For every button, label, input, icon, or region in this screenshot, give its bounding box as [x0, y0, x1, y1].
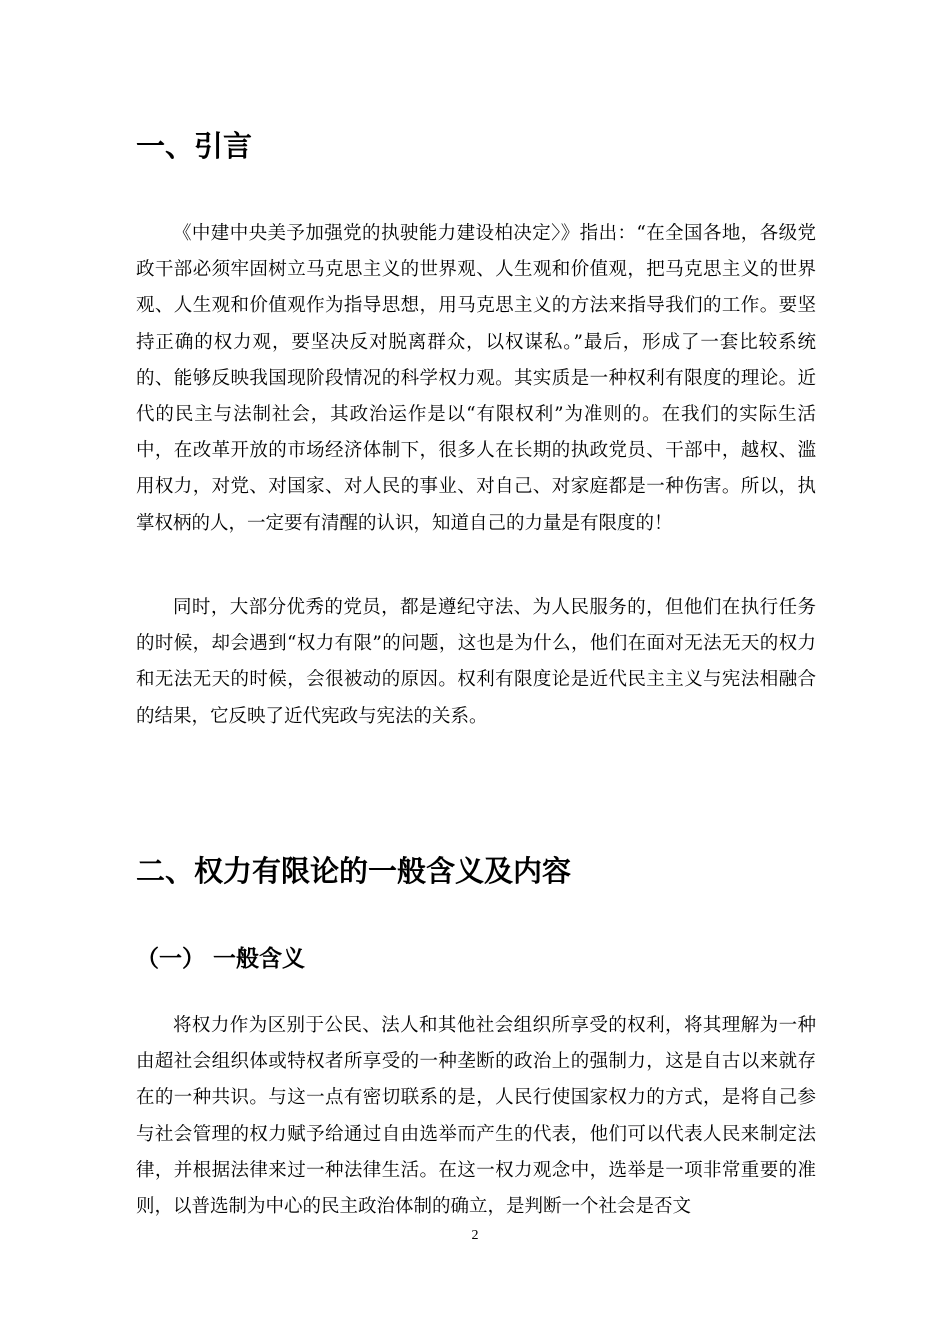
body-paragraph: 将权力作为区别于公民、法人和其他社会组织所享受的权利，将其理解为一种由超社会组织体或特权者所享受的一种垄断的政治上的强制力，这是自古以来就存在的一种共识。与这一点有密切联系的是，人民行使国家权力的方式，是将自己参与社会管理的权力赋予给通过自由选举而产生的代表，他们可以代表人民来制定法律，并根据法律来过一种法律生活。在这一权力观念中，选举是一项非常重要的准则，以普选制为中心的民主政治体制的确立，是判断一个社会是否文	[136, 1015, 816, 1218]
page-number: 2	[471, 1228, 479, 1243]
body-paragraph: 《中建中央美予加强党的执驶能力建设柏决定〉》指出：“在全国各地，各级党政干部必须牢固树立马克思主义的世界观、人生观和价值观，把马克思主义的世界观、人生观和价值观作为指导思想，用马克思主义的方法来指导我们的工作。要坚持正确的权力观，要坚决反对脱离群众，以权谋私。”最后，形成了一套比较系统的、能够反映我国现阶段情况的科学权力观。其实质是一种权利有限度的理论。近代的民主与法制社会，其政治运作是以“有限权利”为准则的。在我们的实际生活中，在改革开放的市场经济体制下，很多人在长期的执政党员、干部中，越权、滥用权力，对党、对国家、对人民的事业、对自己、对家庭都是一种伤害。所以，执掌权柄的人，一定要有清醒的认识，知道自己的力量是有限度的！	[136, 223, 816, 534]
subsection-heading: （一） 一般含义	[136, 946, 306, 972]
body-paragraph: 同时，大部分优秀的党员，都是遵纪守法、为人民服务的，但他们在执行任务的时候，却会遇到“权力有限”的问题，这也是为什么，他们在面对无法无天的权力和无法无天的时候，会很被动的原因。权利有限度论是近代民主主义与宪法相融合的结果，它反映了近代宪政与宪法的关系。	[136, 597, 816, 727]
section-heading-general-meaning: 二、权力有限论的一般含义及内容	[136, 854, 572, 888]
section-heading-introduction: 一、引言	[136, 129, 253, 163]
